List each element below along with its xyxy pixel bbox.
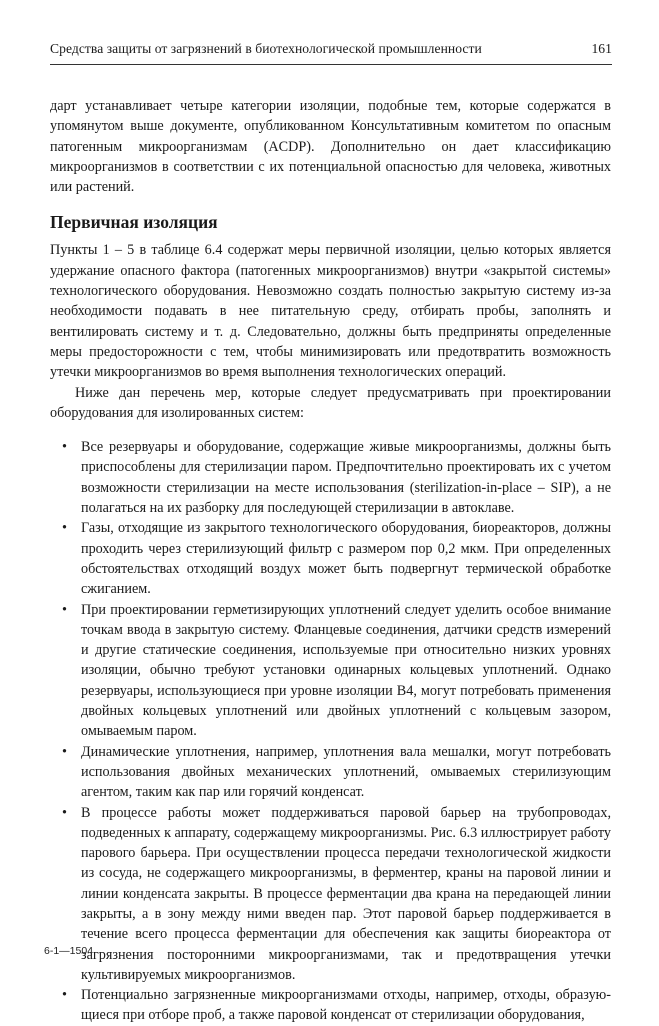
header-rule — [50, 64, 612, 65]
list-item-text: Газы, отходящие из закрытого технологического оборудования, биореакторов, должны проходить через стерилизующий фильтр с размером пор 0,2 мкм. При определенных обстоятельствах отходящий воздух может быть подвергнут термической обработке сжиганием. — [81, 520, 611, 598]
list-item — [62, 518, 611, 599]
list-item — [62, 803, 611, 986]
list-item — [62, 600, 611, 742]
page-body — [50, 96, 611, 1026]
section-heading: Первичная изоляция — [50, 212, 218, 233]
paragraph-measures-intro: Ниже дан перечень мер, которые следует предусматривать при проектировании оборудования для изолированных систем: — [50, 384, 611, 421]
list-item-text: Динамические уплотнения, например, уплотнения вала мешалки, могут потребовать использования двойных механических уплотнений, омываемых стерилизующим агентом, таким как пар или горячий конденсат. — [81, 743, 611, 801]
signature-code: 6-1—1504 — [44, 945, 94, 957]
bullet-marker: • — [62, 804, 67, 821]
bullet-marker: • — [62, 439, 67, 456]
running-title: Средства защиты от загрязнений в биотехнологической промышленности — [50, 41, 482, 56]
list-item — [62, 985, 611, 1026]
bullet-marker: • — [62, 987, 67, 1004]
bullet-marker: • — [62, 601, 67, 618]
list-item-text: В процессе работы может поддерживаться паровой барьер на трубопроводах, подведенных к аппарату, содержащему микроорганизмы. Рис. 6.3 иллюстрирует работу парового барьера. При осуществлении процесса передачи технологической жидкости из сосуда, не содержащего микроорганизмы, в ферментер, краны на паровой линии и линии конденсата закрыты. В процессе ферментации два крана на передающей линии закрыты, а в зону между ними введен пар. Этот паровой барьер поддерживается в течение всего процесса ферментации для обеспечения как защиты биореактора от загрязнения посторонними микроорганизмами, так и предотвращения утечки культивируемых микроорганизмов. — [81, 804, 611, 983]
bullet-marker: • — [62, 743, 67, 760]
bullet-marker: • — [62, 520, 67, 537]
list-item — [62, 437, 611, 518]
list-item-text: Все резервуары и оборудование, содержащие живые микроорганизмы, должны быть приспособлены для стерилизации паром. Предпочтительно проектировать их с учетом возможности стерилизации на месте использования (sterilization-in-place – SIP), а не полагаться на их разборку для последующей стерилизации в автоклаве. — [81, 439, 611, 517]
page-number: 161 — [591, 41, 612, 56]
list-item — [62, 742, 611, 803]
list-item-text: При проектировании герметизирующих уплотнений следует уделить особое внимание точкам ввода в закрытую систему. Фланцевые соединения, датчики средств измерений и другие статические соединения, используемые при относительно низких уровнях изоляции, обычно требуют установки одинарных кольцевых уплотнений. Однако резервуары, использующиеся при уровне изоляции B4, могут потребовать применения двойных кольцевых уплотнений или двойных уплотнений с кольцевым зазором, омываемым паром. — [81, 601, 611, 740]
running-header — [50, 40, 612, 58]
measures-list — [50, 437, 611, 1026]
list-item-text: Потенциально загрязненные микроорганизмами отходы, например, отходы, образующиеся при отборе проб, а также паровой конденсат от стерилизации оборудования, — [81, 987, 611, 1024]
intro-paragraph: дарт устанавливает четыре категории изоляции, подобные тем, которые содержатся в упомянутом выше документе, опубликованном Консультативным комитетом по опасным патогенным микроорганизмам (ACDP). Дополнительно он дает классификацию микроорганизмов в соответствии с их потенциальной опасностью для человека, животных или растений. — [50, 98, 611, 196]
paragraph-primary-isolation: Пункты 1 – 5 в таблице 6.4 содержат меры первичной изоляции, целью которых является удержание опасного фактора (патогенных микроорганизмов) внутри «закрытой системы» технологического оборудования. Невозможно создать полностью закрытую систему из-за необходимости подавать в нее питательную среду, отбирать пробы, заполнять и вентилировать систему и т. д. Следовательно, должны быть предприняты определенные меры предосторожности с тем, чтобы минимизировать или предотвратить возможность утечки микроорганизмов во время выполнения технологических операций. — [50, 242, 611, 381]
